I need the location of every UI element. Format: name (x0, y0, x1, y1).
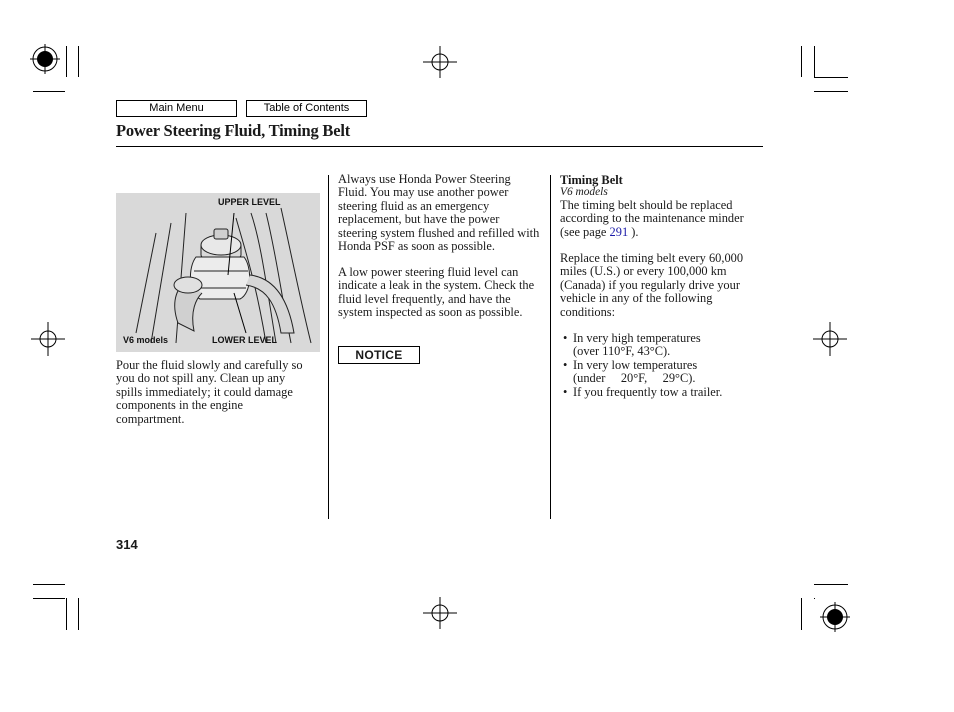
replacement-text-end: ). (628, 224, 639, 239)
list-item-text: In very high temperatures (573, 331, 701, 345)
interval-paragraph: Replace the timing belt every 60,000 miles (U.S.) or every 100,000 km (Canada) if you regularly drive your vehicle in any of the following conditions: (560, 251, 744, 319)
column-divider (550, 175, 551, 519)
registration-target-icon (820, 602, 850, 632)
conditions-list (563, 332, 722, 399)
column-divider (328, 175, 329, 519)
crosshair-icon (813, 322, 847, 356)
page-291-link[interactable]: 291 (609, 224, 629, 239)
upper-level-label: UPPER LEVEL (218, 197, 281, 207)
bullet-icon: • (563, 331, 568, 345)
crosshair-icon (423, 46, 457, 78)
page-title: Power Steering Fluid, Timing Belt (116, 121, 351, 140)
list-item (563, 386, 722, 399)
notice-badge: NOTICE (338, 346, 420, 364)
replacement-paragraph (560, 199, 758, 239)
list-item-text: If you frequently tow a trailer. (573, 384, 723, 399)
page-number: 314 (116, 537, 138, 552)
leak-paragraph: A low power steering fluid level can indicate a leak in the system. Check the fluid level frequently, and have the system inspected as soon as possible. (338, 265, 535, 320)
table-of-contents-button[interactable]: Table of Contents (246, 100, 367, 117)
list-item (563, 332, 722, 359)
lower-level-label: LOWER LEVEL (212, 335, 277, 345)
crosshair-icon (423, 597, 457, 629)
timing-belt-model: V6 models (560, 186, 608, 198)
spill-warning-paragraph: Pour the fluid slowly and carefully so you do not spill any. Clean up any spills immediately; it could damage components in the engine compartment. (116, 358, 303, 426)
crosshair-icon (31, 322, 65, 356)
replacement-text: The timing belt should be replaced according to the maintenance minder (see page (560, 198, 744, 239)
timing-belt-heading: Timing Belt (560, 173, 623, 187)
list-item-text: In very low temperatures (573, 357, 698, 372)
list-item-text: (under 20°F, 29°C). (573, 371, 696, 386)
title-divider (116, 146, 763, 147)
registration-target-icon (30, 44, 64, 78)
honda-psf-paragraph: Always use Honda Power Steering Fluid. You may use another power steering fluid as an emergency replacement, but have the power steering system flushed and refilled with Honda PSF as soon as possible. (338, 172, 540, 254)
main-menu-button[interactable]: Main Menu (116, 100, 237, 117)
bullet-icon: • (563, 357, 568, 372)
power-steering-reservoir-drawing (116, 193, 320, 352)
bullet-icon: • (563, 384, 568, 399)
reservoir-illustration (116, 193, 320, 352)
model-label: V6 models (123, 335, 169, 345)
list-item-text: (over 110°F, 43°C). (573, 344, 671, 359)
list-item (563, 359, 722, 386)
